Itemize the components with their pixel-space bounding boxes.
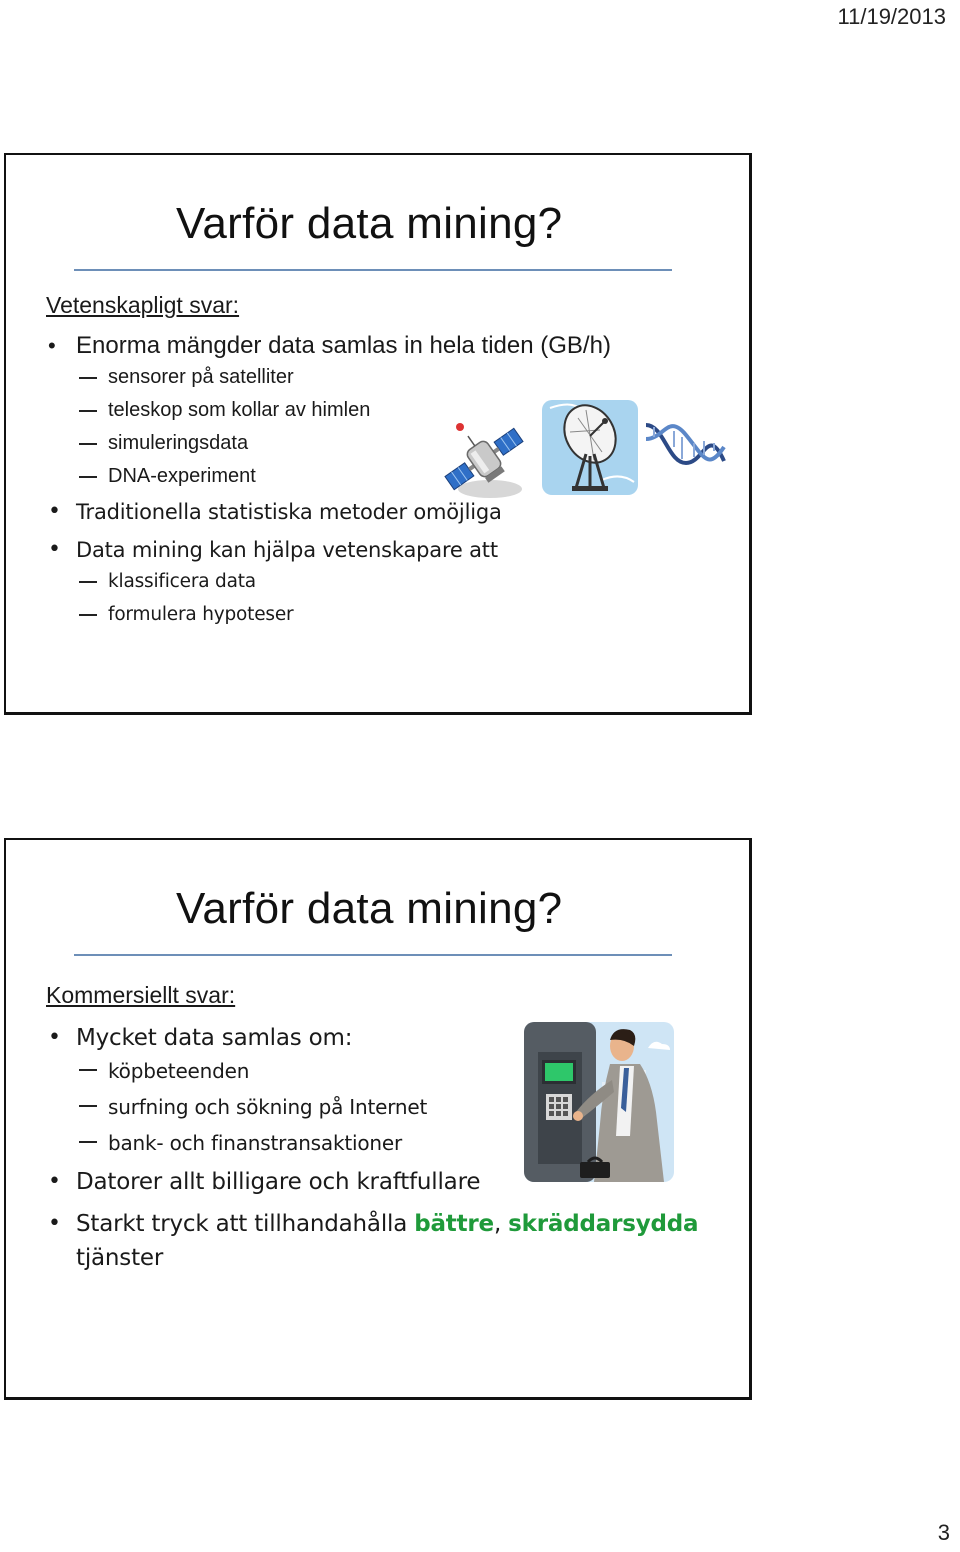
bullet-text: Starkt tryck att tillhandahålla	[76, 1211, 415, 1237]
highlight-word: bättre	[414, 1211, 494, 1237]
sub-bullet-item: simuleringsdata	[46, 427, 729, 460]
sub-bullet-item: teleskop som kollar av himlen	[46, 394, 729, 427]
bullet-item	[46, 1207, 729, 1275]
bullet-item: • Data mining kan hjälpa vetenskapare att	[46, 535, 729, 565]
page-number: 3	[937, 1520, 950, 1545]
slide-title: Varför data mining?	[176, 199, 563, 248]
bullet-item: • Datorer allt billigare och kraftfullare	[46, 1167, 729, 1197]
bullet-item: • Traditionella statistiska metoder omöjliga	[46, 497, 729, 527]
sub-bullet-item: köpbeteenden	[46, 1053, 729, 1089]
sub-bullet-item: bank- och finanstransaktioner	[46, 1125, 729, 1161]
title-divider	[74, 269, 672, 271]
slide-1	[4, 153, 752, 715]
slide-date: 11/19/2013	[837, 4, 946, 29]
section-label: Kommersiellt svar:	[46, 982, 236, 1008]
sub-bullet-item: klassificera data	[46, 565, 729, 598]
bullet-text: tjänster	[76, 1245, 164, 1271]
section-label: Vetenskapligt svar:	[46, 292, 240, 318]
bullet-separator: ,	[493, 1211, 509, 1237]
sub-bullet-item: DNA-experiment	[46, 460, 729, 493]
bullet-item: • Enorma mängder data samlas in hela tiden (GB/h)	[46, 331, 729, 361]
satellite-image	[438, 417, 530, 501]
title-divider	[74, 954, 672, 956]
sub-bullet-item: sensorer på satelliter	[46, 361, 729, 394]
sub-bullet-item: surfning och sökning på Internet	[46, 1089, 729, 1125]
sub-bullet-item: formulera hypoteser	[46, 598, 729, 631]
bullet-item: • Mycket data samlas om:	[46, 1023, 729, 1053]
slide-title: Varför data mining?	[176, 884, 563, 933]
dish-antenna-image	[542, 400, 638, 495]
dna-helix-image	[644, 417, 726, 479]
highlight-word: skräddarsydda	[508, 1211, 699, 1237]
slide-2	[4, 838, 752, 1400]
atm-businessman-image	[524, 1022, 674, 1182]
